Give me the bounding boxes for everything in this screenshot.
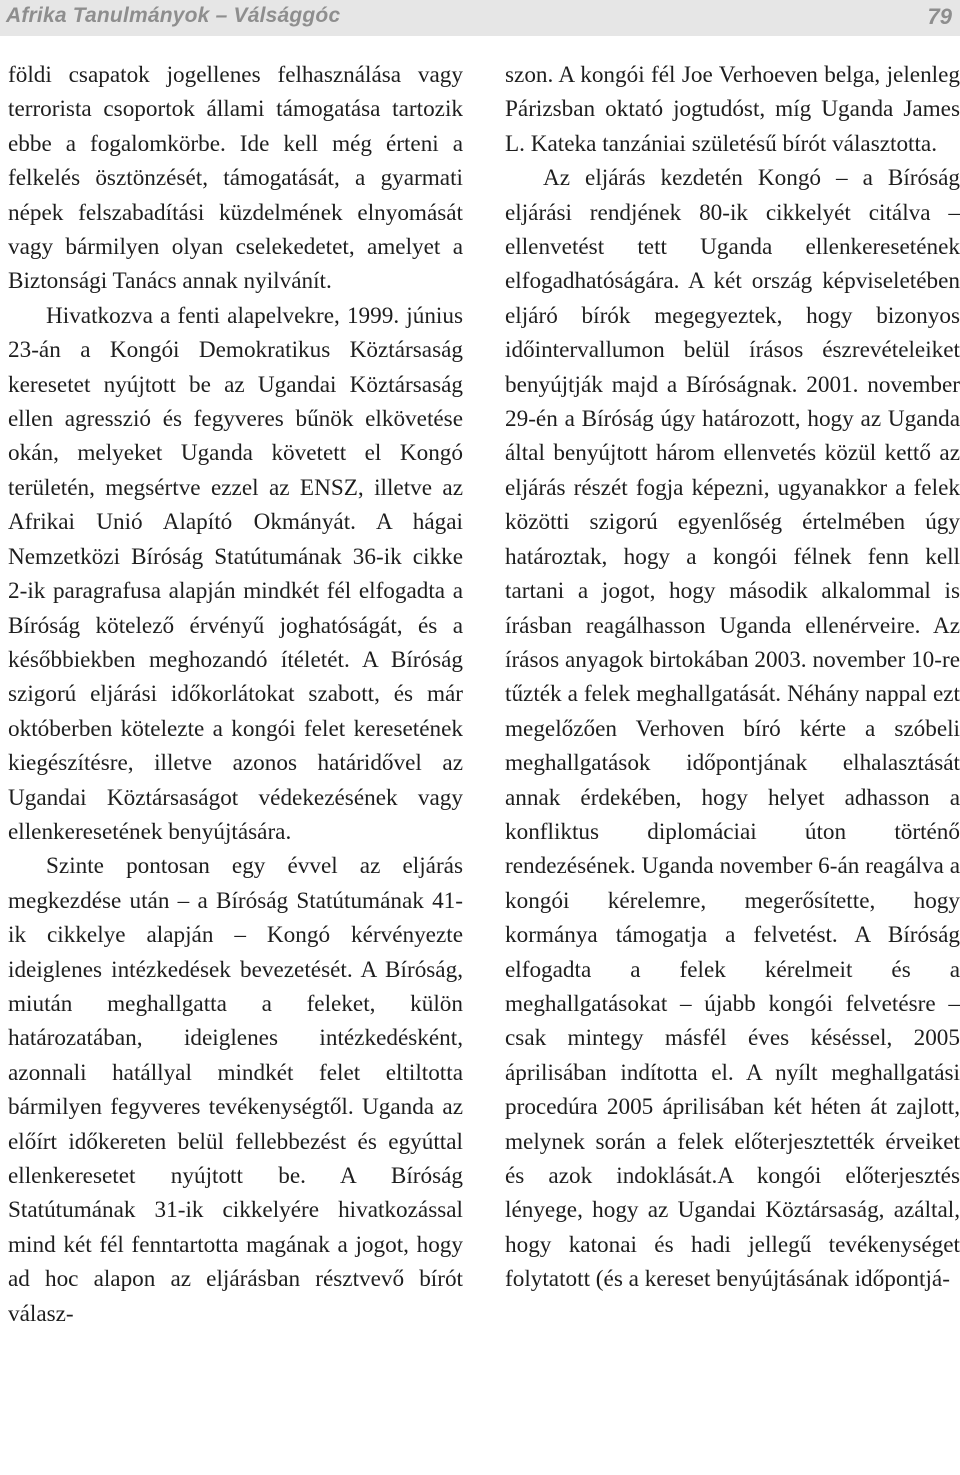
paragraph: Hivatkozva a fenti alapelvekre, 1999. június 23-án a Kongói Demokratikus Köztársaság keresetet nyújtott be az Ugandai Köztársaság ellen agresszió és fegyveres bűnök elkövetése okán, melyeket Uganda követett el Kongó területén, megsértve ezzel az ENSZ, illetve az Afrikai Unió Alapító Okmányát. A hágai Nemzetközi Bíróság Statútumának 36-ik cikke 2-ik paragrafusa alapján mindkét fél elfogadta a Bíróság kötelező érvényű joghatóságát, és a későbbiekben meghozandó ítéletét. A Bíróság szigorú eljárási időkorlátokat szabott, és már októberben kötelezte a kongói felet keresetének kiegészítésre, illetve azonos határidővel az Ugandai Köztársaságot védekezésének vagy ellenkeresetének benyújtására.: [8, 302, 463, 845]
paragraph: Szinte pontosan egy évvel az eljárás megkezdése után – a Bíróság Statútumának 41-ik cikkelye alapján – Kongó kérvényezte ideiglenes intézkedések bevezetését. A Bíróság, miután meghallgatta a feleket, külön határozatában, ideiglenes intézkedésként, azonnali hatállyal mindkét felet eltiltotta bármilyen fegyveres tevékenységtől. Uganda az előírt időkereten belül fellebbezést és egyúttal ellenkeresetet nyújtott be. A Bíróság Statútumának 31-ik cikkelyére hivatkozással mind két fél fenntartotta magának a jogot, hogy ad hoc alapon az eljárásban résztvevő bírót válasz-: [8, 853, 463, 1327]
paragraph: földi csapatok jogellenes felhasználása vagy terrorista csoportok állami támogatása tartozik ebbe a fogalomkörbe. Ide kell még érteni a felkelés ösztönzését, támogatását, a gyarmati népek felszabadítási küzdelmének elnyomását vagy bármilyen olyan cselekedetet, amelyet a Biztonsági Tanács annak nyilvánít.: [8, 62, 463, 295]
left-column: [8, 58, 463, 1331]
right-column: [505, 58, 960, 1297]
running-header: [0, 0, 960, 36]
paragraph: szon. A kongói fél Joe Verhoeven belga, jelenleg Párizsban oktató jogtudóst, míg Uganda James L. Kateka tanzániai születésű bírót választotta.: [505, 62, 960, 157]
page-number: 79: [927, 4, 952, 29]
running-title: Afrika Tanulmányok – Válsággóc: [6, 4, 341, 27]
paragraph: Az eljárás kezdetén Kongó – a Bíróság eljárási rendjének 80-ik cikkelyét citálva – ellenvetést tett Uganda ellenkeresetének elfogadhatóságára. A két ország képviseletében eljáró bírók megegyeztek, hogy bizonyos időintervallumon belül írásos észrevételeiket benyújtják majd a Bíróságnak. 2001. november 29-én a Bíróság úgy határozott, hogy az Uganda által benyújtott három ellenvetés közül kettő az eljárás részét fogja képezni, ugyanakkor a felek közötti szigorú egyenlőség értelmében úgy határoztak, hogy a kongói félnek fenn kell tartani a jogot, hogy második alkalommal is írásban reagálhasson Uganda ellenérveire. Az írásos anyagok birtokában 2003. november 10-re tűzték a felek meghallgatását. Néhány nappal ezt megelőzően Verhoven bíró kérte a szóbeli meghallgatások időpontjának elhalasztását annak érdekében, hogy helyet adhasson a konfliktus diplomáciai úton történő rendezésének. Uganda november 6-án reagálva a kongói kérelemre, megerősítette, hogy kormánya támogatja a felvetést. A Bíróság elfogadta a felek kérelmeit és a meghallgatásokat – újabb kongói felvetésre – csak mintegy másfél éves késéssel, 2005 áprilisában indította el. A nyílt meghallgatási procedúra 2005 áprilisában két héten át zajlott, melynek során a felek előterjesztették érveiket és azok indoklását.A kongói előterjesztés lényege, hogy az Ugandai Köztársaság, azáltal, hogy katonai és hadi jellegű tevékenységet folytatott (és a kereset benyújtásának időpontjá-: [505, 165, 960, 1293]
